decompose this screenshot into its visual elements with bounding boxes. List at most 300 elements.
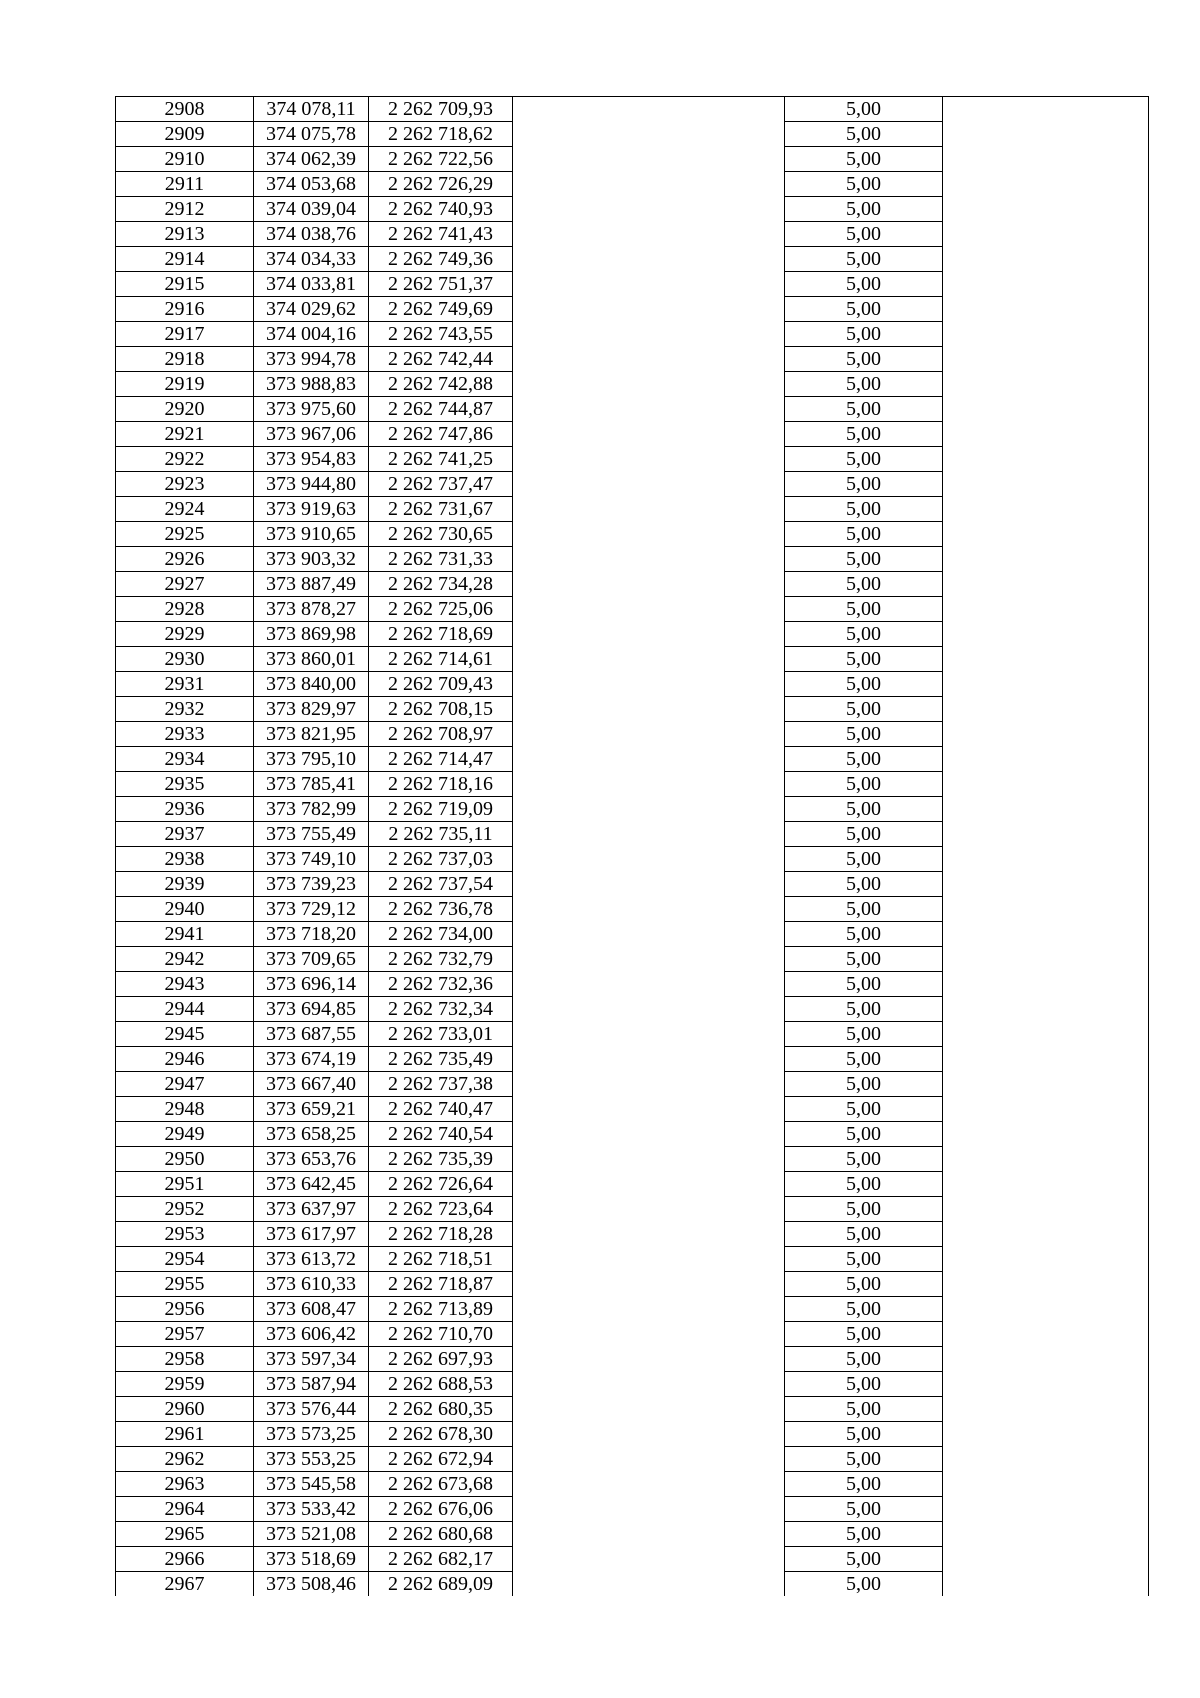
table-row <box>116 122 1149 147</box>
description-cell <box>513 447 785 472</box>
x-coordinate-cell: 373 988,83 <box>254 372 369 397</box>
point-number-cell: 2949 <box>116 1122 254 1147</box>
table-row <box>116 222 1149 247</box>
x-coordinate-cell: 373 739,23 <box>254 872 369 897</box>
x-coordinate-cell: 373 755,49 <box>254 822 369 847</box>
point-number-cell: 2963 <box>116 1472 254 1497</box>
description-cell <box>513 197 785 222</box>
description-cell <box>513 947 785 972</box>
note-cell <box>943 1372 1149 1397</box>
table-row <box>116 872 1149 897</box>
description-cell <box>513 622 785 647</box>
table-row <box>116 1497 1149 1522</box>
accuracy-cell: 5,00 <box>785 772 943 797</box>
table-row <box>116 1147 1149 1172</box>
x-coordinate-cell: 373 573,25 <box>254 1422 369 1447</box>
x-coordinate-cell: 373 576,44 <box>254 1397 369 1422</box>
note-cell <box>943 347 1149 372</box>
y-coordinate-cell: 2 262 740,47 <box>369 1097 513 1122</box>
accuracy-cell: 5,00 <box>785 1022 943 1047</box>
description-cell <box>513 1272 785 1297</box>
x-coordinate-cell: 373 919,63 <box>254 497 369 522</box>
x-coordinate-cell: 373 795,10 <box>254 747 369 772</box>
accuracy-cell: 5,00 <box>785 1122 943 1147</box>
point-number-cell: 2966 <box>116 1547 254 1572</box>
y-coordinate-cell: 2 262 713,89 <box>369 1297 513 1322</box>
description-cell <box>513 497 785 522</box>
table-row <box>116 1572 1149 1597</box>
description-cell <box>513 1222 785 1247</box>
table-row <box>116 1322 1149 1347</box>
table-row <box>116 1122 1149 1147</box>
x-coordinate-cell: 373 718,20 <box>254 922 369 947</box>
accuracy-cell: 5,00 <box>785 1272 943 1297</box>
note-cell <box>943 572 1149 597</box>
y-coordinate-cell: 2 262 722,56 <box>369 147 513 172</box>
note-cell <box>943 447 1149 472</box>
y-coordinate-cell: 2 262 737,54 <box>369 872 513 897</box>
table-row <box>116 422 1149 447</box>
note-cell <box>943 97 1149 122</box>
point-number-cell: 2915 <box>116 272 254 297</box>
accuracy-cell: 5,00 <box>785 847 943 872</box>
accuracy-cell: 5,00 <box>785 1372 943 1397</box>
point-number-cell: 2913 <box>116 222 254 247</box>
point-number-cell: 2941 <box>116 922 254 947</box>
table-row <box>116 1047 1149 1072</box>
description-cell <box>513 1047 785 1072</box>
x-coordinate-cell: 373 610,33 <box>254 1272 369 1297</box>
point-number-cell: 2950 <box>116 1147 254 1172</box>
accuracy-cell: 5,00 <box>785 122 943 147</box>
x-coordinate-cell: 374 053,68 <box>254 172 369 197</box>
note-cell <box>943 1147 1149 1172</box>
accuracy-cell: 5,00 <box>785 797 943 822</box>
note-cell <box>943 1247 1149 1272</box>
point-number-cell: 2958 <box>116 1347 254 1372</box>
note-cell <box>943 397 1149 422</box>
accuracy-cell: 5,00 <box>785 1347 943 1372</box>
point-number-cell: 2959 <box>116 1372 254 1397</box>
accuracy-cell: 5,00 <box>785 397 943 422</box>
y-coordinate-cell: 2 262 718,69 <box>369 622 513 647</box>
x-coordinate-cell: 373 617,97 <box>254 1222 369 1247</box>
accuracy-cell: 5,00 <box>785 672 943 697</box>
table-row <box>116 322 1149 347</box>
description-cell <box>513 1522 785 1547</box>
accuracy-cell: 5,00 <box>785 897 943 922</box>
y-coordinate-cell: 2 262 731,67 <box>369 497 513 522</box>
x-coordinate-cell: 373 687,55 <box>254 1022 369 1047</box>
description-cell <box>513 347 785 372</box>
point-number-cell: 2934 <box>116 747 254 772</box>
y-coordinate-cell: 2 262 735,11 <box>369 822 513 847</box>
x-coordinate-cell: 373 518,69 <box>254 1547 369 1572</box>
x-coordinate-cell: 373 944,80 <box>254 472 369 497</box>
note-cell <box>943 922 1149 947</box>
note-cell <box>943 1297 1149 1322</box>
table-row <box>116 522 1149 547</box>
table-row <box>116 597 1149 622</box>
description-cell <box>513 1297 785 1322</box>
x-coordinate-cell: 373 729,12 <box>254 897 369 922</box>
y-coordinate-cell: 2 262 710,70 <box>369 1322 513 1347</box>
table-row <box>116 547 1149 572</box>
note-cell <box>943 872 1149 897</box>
description-cell <box>513 422 785 447</box>
note-cell <box>943 422 1149 447</box>
note-cell <box>943 322 1149 347</box>
description-cell <box>513 847 785 872</box>
accuracy-cell: 5,00 <box>785 622 943 647</box>
accuracy-cell: 5,00 <box>785 697 943 722</box>
y-coordinate-cell: 2 262 680,68 <box>369 1522 513 1547</box>
y-coordinate-cell: 2 262 732,34 <box>369 997 513 1022</box>
accuracy-cell: 5,00 <box>785 222 943 247</box>
description-cell <box>513 1322 785 1347</box>
accuracy-cell: 5,00 <box>785 1572 943 1597</box>
point-number-cell: 2962 <box>116 1447 254 1472</box>
y-coordinate-cell: 2 262 740,93 <box>369 197 513 222</box>
x-coordinate-cell: 373 994,78 <box>254 347 369 372</box>
accuracy-cell: 5,00 <box>785 522 943 547</box>
description-cell <box>513 1547 785 1572</box>
point-number-cell: 2965 <box>116 1522 254 1547</box>
accuracy-cell: 5,00 <box>785 1197 943 1222</box>
description-cell <box>513 147 785 172</box>
point-number-cell: 2943 <box>116 972 254 997</box>
description-cell <box>513 322 785 347</box>
x-coordinate-cell: 373 606,42 <box>254 1322 369 1347</box>
note-cell <box>943 1222 1149 1247</box>
note-cell <box>943 647 1149 672</box>
x-coordinate-cell: 373 903,32 <box>254 547 369 572</box>
note-cell <box>943 222 1149 247</box>
table-row <box>116 922 1149 947</box>
description-cell <box>513 1347 785 1372</box>
note-cell <box>943 1122 1149 1147</box>
note-cell <box>943 1047 1149 1072</box>
x-coordinate-cell: 373 667,40 <box>254 1072 369 1097</box>
table-row <box>116 1022 1149 1047</box>
accuracy-cell: 5,00 <box>785 1422 943 1447</box>
point-number-cell: 2910 <box>116 147 254 172</box>
table-row <box>116 1447 1149 1472</box>
y-coordinate-cell: 2 262 737,38 <box>369 1072 513 1097</box>
point-number-cell: 2932 <box>116 697 254 722</box>
description-cell <box>513 97 785 122</box>
description-cell <box>513 1497 785 1522</box>
point-number-cell: 2967 <box>116 1572 254 1597</box>
point-number-cell: 2948 <box>116 1097 254 1122</box>
point-number-cell: 2938 <box>116 847 254 872</box>
y-coordinate-cell: 2 262 737,47 <box>369 472 513 497</box>
x-coordinate-cell: 374 078,11 <box>254 97 369 122</box>
y-coordinate-cell: 2 262 741,25 <box>369 447 513 472</box>
point-number-cell: 2940 <box>116 897 254 922</box>
accuracy-cell: 5,00 <box>785 297 943 322</box>
y-coordinate-cell: 2 262 709,43 <box>369 672 513 697</box>
description-cell <box>513 1172 785 1197</box>
point-number-cell: 2921 <box>116 422 254 447</box>
table-row <box>116 172 1149 197</box>
description-cell <box>513 1122 785 1147</box>
x-coordinate-cell: 373 545,58 <box>254 1472 369 1497</box>
point-number-cell: 2911 <box>116 172 254 197</box>
table-row <box>116 1422 1149 1447</box>
y-coordinate-cell: 2 262 730,65 <box>369 522 513 547</box>
x-coordinate-cell: 373 553,25 <box>254 1447 369 1472</box>
x-coordinate-cell: 373 887,49 <box>254 572 369 597</box>
accuracy-cell: 5,00 <box>785 972 943 997</box>
accuracy-cell: 5,00 <box>785 1297 943 1322</box>
x-coordinate-cell: 374 039,04 <box>254 197 369 222</box>
point-number-cell: 2937 <box>116 822 254 847</box>
accuracy-cell: 5,00 <box>785 1472 943 1497</box>
y-coordinate-cell: 2 262 708,15 <box>369 697 513 722</box>
y-coordinate-cell: 2 262 723,64 <box>369 1197 513 1222</box>
description-cell <box>513 1472 785 1497</box>
point-number-cell: 2918 <box>116 347 254 372</box>
point-number-cell: 2927 <box>116 572 254 597</box>
accuracy-cell: 5,00 <box>785 722 943 747</box>
point-number-cell: 2964 <box>116 1497 254 1522</box>
table-row <box>116 747 1149 772</box>
note-cell <box>943 1522 1149 1547</box>
note-cell <box>943 1097 1149 1122</box>
description-cell <box>513 222 785 247</box>
accuracy-cell: 5,00 <box>785 1147 943 1172</box>
point-number-cell: 2930 <box>116 647 254 672</box>
y-coordinate-cell: 2 262 718,87 <box>369 1272 513 1297</box>
note-cell <box>943 297 1149 322</box>
y-coordinate-cell: 2 262 749,36 <box>369 247 513 272</box>
y-coordinate-cell: 2 262 697,93 <box>369 1347 513 1372</box>
y-coordinate-cell: 2 262 673,68 <box>369 1472 513 1497</box>
description-cell <box>513 972 785 997</box>
description-cell <box>513 1072 785 1097</box>
table-row <box>116 347 1149 372</box>
point-number-cell: 2923 <box>116 472 254 497</box>
note-cell <box>943 472 1149 497</box>
x-coordinate-cell: 373 878,27 <box>254 597 369 622</box>
accuracy-cell: 5,00 <box>785 372 943 397</box>
note-cell <box>943 622 1149 647</box>
description-cell <box>513 647 785 672</box>
point-number-cell: 2957 <box>116 1322 254 1347</box>
table-row <box>116 672 1149 697</box>
note-cell <box>943 672 1149 697</box>
point-number-cell: 2947 <box>116 1072 254 1097</box>
y-coordinate-cell: 2 262 740,54 <box>369 1122 513 1147</box>
note-cell <box>943 1322 1149 1347</box>
note-cell <box>943 1072 1149 1097</box>
point-number-cell: 2914 <box>116 247 254 272</box>
y-coordinate-cell: 2 262 736,78 <box>369 897 513 922</box>
accuracy-cell: 5,00 <box>785 447 943 472</box>
y-coordinate-cell: 2 262 708,97 <box>369 722 513 747</box>
description-cell <box>513 1147 785 1172</box>
table-row <box>116 1272 1149 1297</box>
x-coordinate-cell: 373 821,95 <box>254 722 369 747</box>
y-coordinate-cell: 2 262 709,93 <box>369 97 513 122</box>
point-number-cell: 2946 <box>116 1047 254 1072</box>
x-coordinate-cell: 374 004,16 <box>254 322 369 347</box>
point-number-cell: 2919 <box>116 372 254 397</box>
table-row <box>116 572 1149 597</box>
y-coordinate-cell: 2 262 741,43 <box>369 222 513 247</box>
accuracy-cell: 5,00 <box>785 1072 943 1097</box>
description-cell <box>513 1572 785 1597</box>
point-number-cell: 2960 <box>116 1397 254 1422</box>
note-cell <box>943 822 1149 847</box>
x-coordinate-cell: 373 829,97 <box>254 697 369 722</box>
x-coordinate-cell: 373 785,41 <box>254 772 369 797</box>
x-coordinate-cell: 374 034,33 <box>254 247 369 272</box>
x-coordinate-cell: 373 975,60 <box>254 397 369 422</box>
note-cell <box>943 1472 1149 1497</box>
point-number-cell: 2944 <box>116 997 254 1022</box>
x-coordinate-cell: 373 954,83 <box>254 447 369 472</box>
accuracy-cell: 5,00 <box>785 747 943 772</box>
accuracy-cell: 5,00 <box>785 197 943 222</box>
y-coordinate-cell: 2 262 734,28 <box>369 572 513 597</box>
x-coordinate-cell: 374 029,62 <box>254 297 369 322</box>
accuracy-cell: 5,00 <box>785 1247 943 1272</box>
note-cell <box>943 1547 1149 1572</box>
x-coordinate-cell: 373 696,14 <box>254 972 369 997</box>
description-cell <box>513 872 785 897</box>
table-row <box>116 1222 1149 1247</box>
note-cell <box>943 497 1149 522</box>
note-cell <box>943 1422 1149 1447</box>
description-cell <box>513 297 785 322</box>
x-coordinate-cell: 373 653,76 <box>254 1147 369 1172</box>
table-row <box>116 722 1149 747</box>
table-row <box>116 1247 1149 1272</box>
table-row <box>116 1197 1149 1222</box>
y-coordinate-cell: 2 262 678,30 <box>369 1422 513 1447</box>
y-coordinate-cell: 2 262 732,36 <box>369 972 513 997</box>
x-coordinate-cell: 373 782,99 <box>254 797 369 822</box>
table-row <box>116 197 1149 222</box>
accuracy-cell: 5,00 <box>785 347 943 372</box>
point-number-cell: 2912 <box>116 197 254 222</box>
y-coordinate-cell: 2 262 725,06 <box>369 597 513 622</box>
note-cell <box>943 847 1149 872</box>
x-coordinate-cell: 373 869,98 <box>254 622 369 647</box>
y-coordinate-cell: 2 262 743,55 <box>369 322 513 347</box>
table-row <box>116 972 1149 997</box>
point-number-cell: 2933 <box>116 722 254 747</box>
point-number-cell: 2942 <box>116 947 254 972</box>
description-cell <box>513 597 785 622</box>
accuracy-cell: 5,00 <box>785 922 943 947</box>
point-number-cell: 2920 <box>116 397 254 422</box>
note-cell <box>943 247 1149 272</box>
table-row <box>116 1472 1149 1497</box>
accuracy-cell: 5,00 <box>785 1522 943 1547</box>
table-row <box>116 772 1149 797</box>
point-number-cell: 2926 <box>116 547 254 572</box>
table-row <box>116 1347 1149 1372</box>
x-coordinate-cell: 374 033,81 <box>254 272 369 297</box>
description-cell <box>513 1247 785 1272</box>
table-row <box>116 97 1149 122</box>
description-cell <box>513 547 785 572</box>
note-cell <box>943 997 1149 1022</box>
table-row <box>116 1547 1149 1572</box>
description-cell <box>513 522 785 547</box>
accuracy-cell: 5,00 <box>785 822 943 847</box>
table-row <box>116 847 1149 872</box>
description-cell <box>513 997 785 1022</box>
note-cell <box>943 372 1149 397</box>
description-cell <box>513 397 785 422</box>
description-cell <box>513 272 785 297</box>
x-coordinate-cell: 373 840,00 <box>254 672 369 697</box>
note-cell <box>943 747 1149 772</box>
point-number-cell: 2936 <box>116 797 254 822</box>
table-row <box>116 1372 1149 1397</box>
point-number-cell: 2956 <box>116 1297 254 1322</box>
note-cell <box>943 1497 1149 1522</box>
x-coordinate-cell: 373 597,34 <box>254 1347 369 1372</box>
x-coordinate-cell: 373 521,08 <box>254 1522 369 1547</box>
accuracy-cell: 5,00 <box>785 422 943 447</box>
table-row <box>116 997 1149 1022</box>
y-coordinate-cell: 2 262 734,00 <box>369 922 513 947</box>
description-cell <box>513 747 785 772</box>
table-row <box>116 272 1149 297</box>
table-row <box>116 1297 1149 1322</box>
note-cell <box>943 197 1149 222</box>
accuracy-cell: 5,00 <box>785 872 943 897</box>
note-cell <box>943 522 1149 547</box>
accuracy-cell: 5,00 <box>785 497 943 522</box>
x-coordinate-cell: 374 038,76 <box>254 222 369 247</box>
y-coordinate-cell: 2 262 714,47 <box>369 747 513 772</box>
y-coordinate-cell: 2 262 718,28 <box>369 1222 513 1247</box>
x-coordinate-cell: 374 075,78 <box>254 122 369 147</box>
point-number-cell: 2924 <box>116 497 254 522</box>
point-number-cell: 2917 <box>116 322 254 347</box>
y-coordinate-cell: 2 262 742,88 <box>369 372 513 397</box>
point-number-cell: 2928 <box>116 597 254 622</box>
x-coordinate-cell: 373 658,25 <box>254 1122 369 1147</box>
x-coordinate-cell: 373 694,85 <box>254 997 369 1022</box>
y-coordinate-cell: 2 262 672,94 <box>369 1447 513 1472</box>
description-cell <box>513 897 785 922</box>
accuracy-cell: 5,00 <box>785 472 943 497</box>
y-coordinate-cell: 2 262 735,39 <box>369 1147 513 1172</box>
note-cell <box>943 1397 1149 1422</box>
x-coordinate-cell: 373 659,21 <box>254 1097 369 1122</box>
y-coordinate-cell: 2 262 726,64 <box>369 1172 513 1197</box>
accuracy-cell: 5,00 <box>785 1322 943 1347</box>
point-number-cell: 2909 <box>116 122 254 147</box>
y-coordinate-cell: 2 262 726,29 <box>369 172 513 197</box>
point-number-cell: 2929 <box>116 622 254 647</box>
accuracy-cell: 5,00 <box>785 947 943 972</box>
point-number-cell: 2952 <box>116 1197 254 1222</box>
x-coordinate-cell: 374 062,39 <box>254 147 369 172</box>
table-row <box>116 947 1149 972</box>
x-coordinate-cell: 373 508,46 <box>254 1572 369 1597</box>
x-coordinate-cell: 373 613,72 <box>254 1247 369 1272</box>
point-number-cell: 2935 <box>116 772 254 797</box>
note-cell <box>943 722 1149 747</box>
